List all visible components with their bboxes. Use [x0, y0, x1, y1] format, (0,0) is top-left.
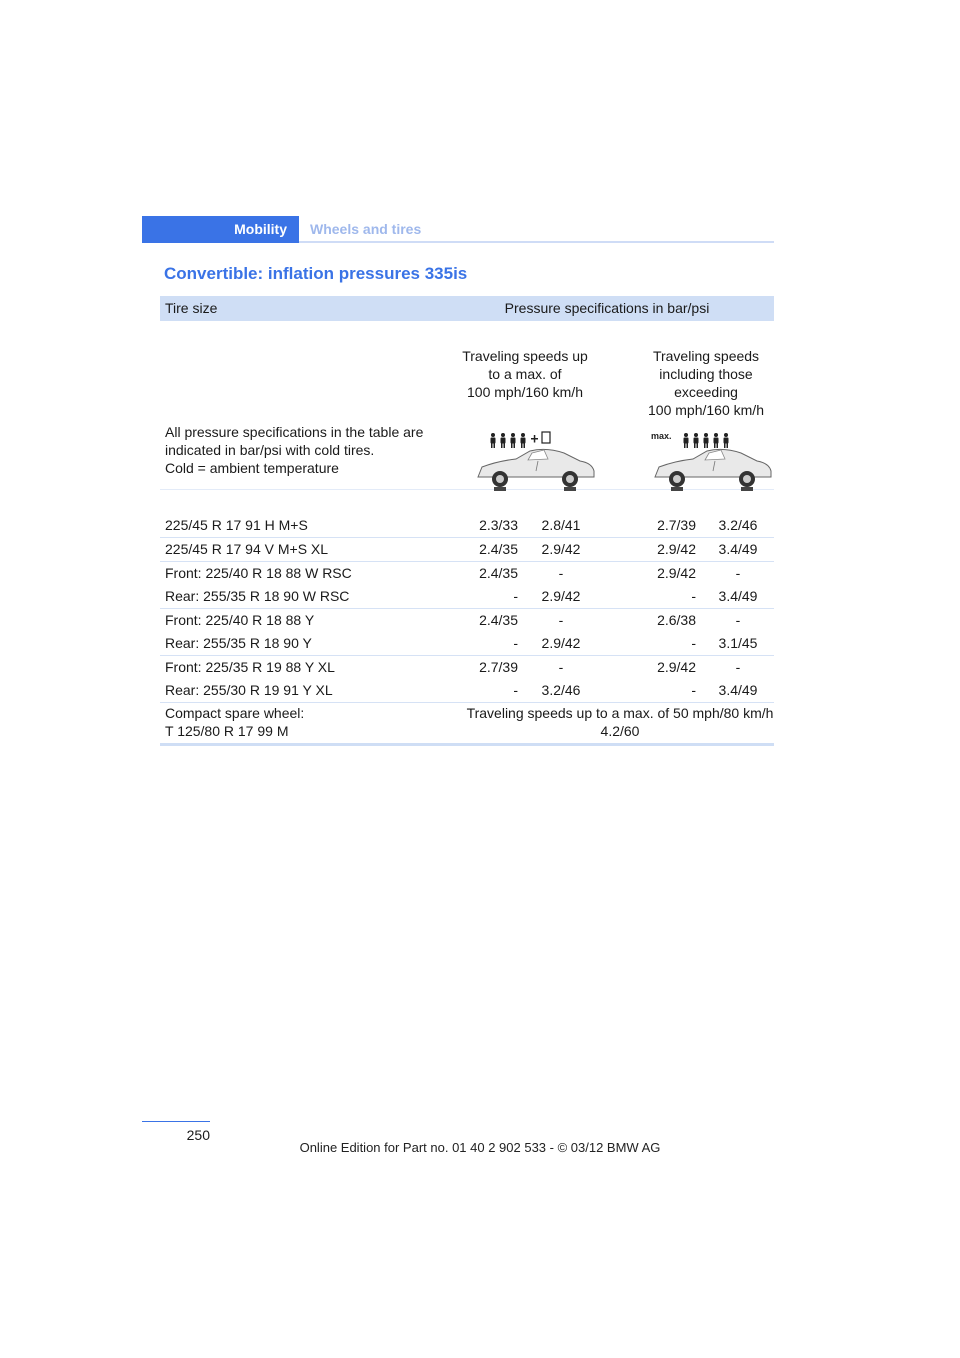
spare-tire-size: T 125/80 R 17 99 M [165, 723, 289, 739]
pressure-table [160, 296, 774, 746]
pressure-header: Pressure specifications in bar/psi [504, 300, 710, 316]
pressure-note: All pressure specifications in the table are indicated in bar/psi with cold tires. Cold = ambient temperature [165, 424, 424, 476]
table-row: Rear: 255/30 R 19 91 Y XL - 3.2/46 - 3.4/49 [160, 679, 774, 703]
section-tab: Mobility [142, 216, 299, 243]
table-subheader [160, 321, 774, 489]
header-divider [299, 241, 774, 243]
table-row: Front: 225/40 R 18 88 Y 2.4/35 - 2.6/38 - [165, 612, 741, 628]
spare-speed: Traveling speeds up to a max. of 50 mph/80 km/h [466, 705, 774, 721]
spare-label: Compact spare wheel: [165, 705, 305, 721]
page-number-rule [142, 1121, 210, 1122]
page-header [142, 216, 774, 243]
spare-wheel-row [160, 703, 774, 746]
speed-low-label: Traveling speeds up to a max. of 100 mph/160 km/h [462, 348, 588, 400]
speed-high-label: Traveling speeds including those exceeding 100 mph/160 km/h [648, 348, 764, 418]
table-row: 225/45 R 17 91 H M+S 2.3/33 2.8/41 2.7/39 3.2/46 [160, 514, 774, 538]
spare-pressure: 4.2/60 [600, 723, 640, 739]
car-partial-load-icon [468, 425, 602, 497]
page-title: Convertible: inflation pressures 335is [164, 264, 468, 283]
svg-text:max.: max. [651, 431, 672, 441]
table-row: Front: 225/40 R 18 88 W RSC 2.4/35 - 2.9/42 - [165, 565, 741, 581]
table-row: 225/45 R 17 94 V M+S XL 2.4/35 2.9/42 2.9/42 3.4/49 [160, 538, 774, 562]
tire-size-header: Tire size [165, 300, 218, 316]
page-number: 250 [186, 1127, 210, 1143]
table-row: Rear: 255/35 R 18 90 W RSC - 2.9/42 - 3.4/49 [160, 585, 774, 609]
table-header [160, 296, 774, 321]
footer-text: Online Edition for Part no. 01 40 2 902 533 - © 03/12 BMW AG [299, 1140, 661, 1155]
table-row: Rear: 255/35 R 18 90 Y - 2.9/42 - 3.1/45 [160, 632, 774, 656]
table-row: Front: 225/35 R 19 88 Y XL 2.7/39 - 2.9/42 - [165, 659, 741, 675]
car-full-load-icon [645, 425, 779, 497]
topic-label: Wheels and tires [310, 221, 422, 237]
